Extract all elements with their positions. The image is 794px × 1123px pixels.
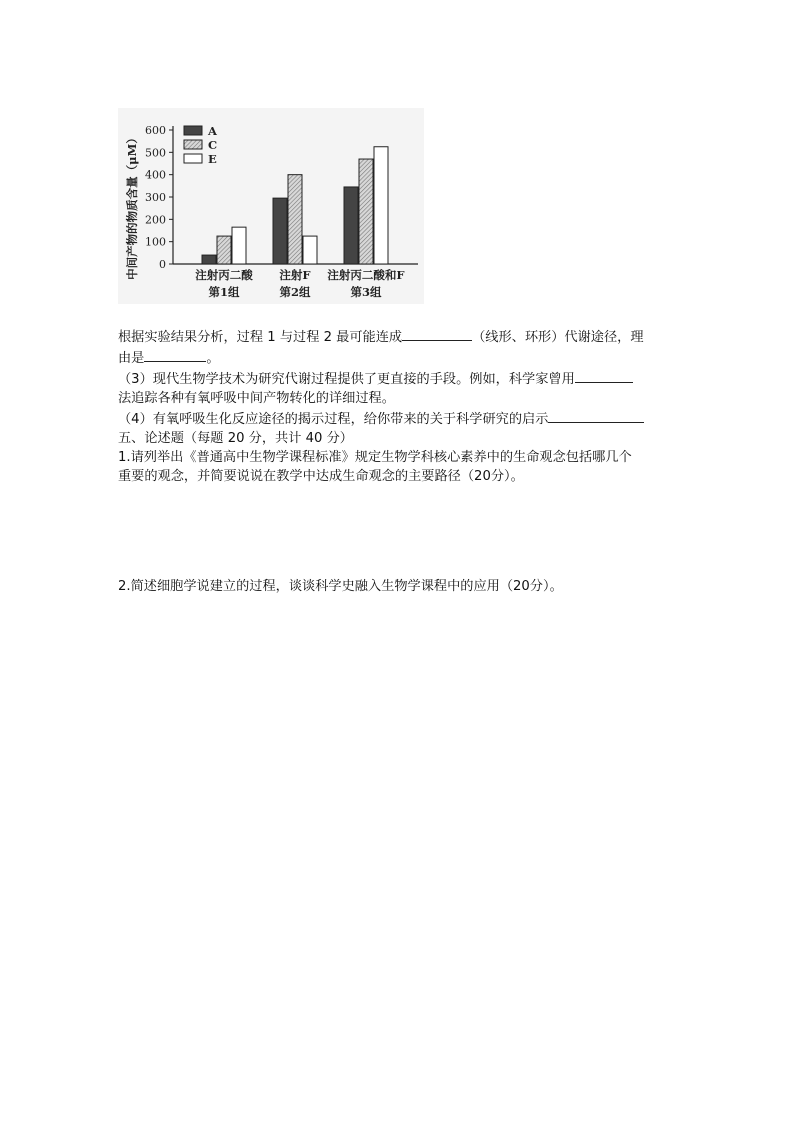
bar-C-group3 [359,159,373,264]
y-tick-label: 0 [159,258,166,271]
answer-blank-1[interactable] [402,326,472,341]
text-segment: 由是 [118,351,145,366]
bar-E-group1 [232,227,246,264]
bar-chart [118,108,424,304]
legend-swatch-C [184,140,202,149]
bar-A-group3 [344,187,358,264]
y-tick-label: 400 [145,168,166,182]
section-heading: 五、论述题（每题 20 分，共计 40 分） [118,431,353,446]
text-segment: 。 [206,351,220,366]
y-tick-label: 200 [145,213,166,227]
legend-swatch-E [184,154,202,163]
legend-label-A: A [208,124,217,138]
essay-question-2-block [118,577,678,596]
essay-question-1-line2: 重要的观念，并简要说说在教学中达成生命观念的主要路径（20分）。 [118,469,524,484]
essay-question-2: 2.简述细胞学说建立的过程，谈谈科学史融入生物学课程中的应用（20分）。 [118,579,563,594]
legend-swatch-A [184,126,202,135]
bar-C-group1 [217,236,231,264]
question-text-block [118,326,678,486]
x-tick-label: 注射F [279,268,311,282]
bar-C-group2 [288,175,302,264]
legend-label-C: C [208,138,218,152]
text-segment: （4）有氧呼吸生化反应途径的揭示过程，给你带来的关于科学研究的启示 [118,412,549,427]
paragraph-q3-line1 [118,368,678,389]
x-group-label: 第2组 [279,285,311,299]
text-segment: （线形、环形）代谢途径，理 [472,330,644,345]
bar-E-group3 [374,147,388,264]
bar-A-group2 [273,198,287,264]
x-tick-label: 注射丙二酸 [195,268,253,282]
text-segment: （3）现代生物学技术为研究代谢过程提供了更直接的手段。例如，科学家曾用 [118,372,575,387]
paragraph-q3-line2 [118,389,678,408]
x-group-label: 第1组 [208,285,240,299]
essay-question-1-line1: 1.请列举出《普通高中生物学课程标准》规定生物学科核心素养中的生命观念包括哪几个 [118,450,632,465]
y-tick-label: 300 [145,191,166,204]
x-group-label: 第3组 [350,285,382,299]
text-segment: 法追踪各种有氧呼吸中间产物转化的详细过程。 [118,391,395,406]
legend-label-E: E [208,152,217,166]
paragraph-q4 [118,408,678,429]
paragraph-analysis-line1 [118,326,678,347]
x-tick-label: 注射丙二酸和F [327,268,405,282]
bar-A-group1 [202,255,216,264]
y-tick-label: 100 [145,235,166,249]
bar-E-group2 [303,236,317,264]
answer-blank-4[interactable] [548,408,644,423]
y-tick-label: 600 [145,124,166,137]
y-tick-label: 500 [145,146,166,160]
answer-blank-3[interactable] [575,368,633,383]
chart-svg [118,108,424,304]
answer-blank-2[interactable] [144,347,206,362]
text-segment: 根据实验结果分析，过程 1 与过程 2 最可能连成 [118,330,403,345]
y-axis-label-text: 中间产物的物质含量（μM） [125,132,139,280]
paragraph-analysis-line2 [118,347,678,368]
